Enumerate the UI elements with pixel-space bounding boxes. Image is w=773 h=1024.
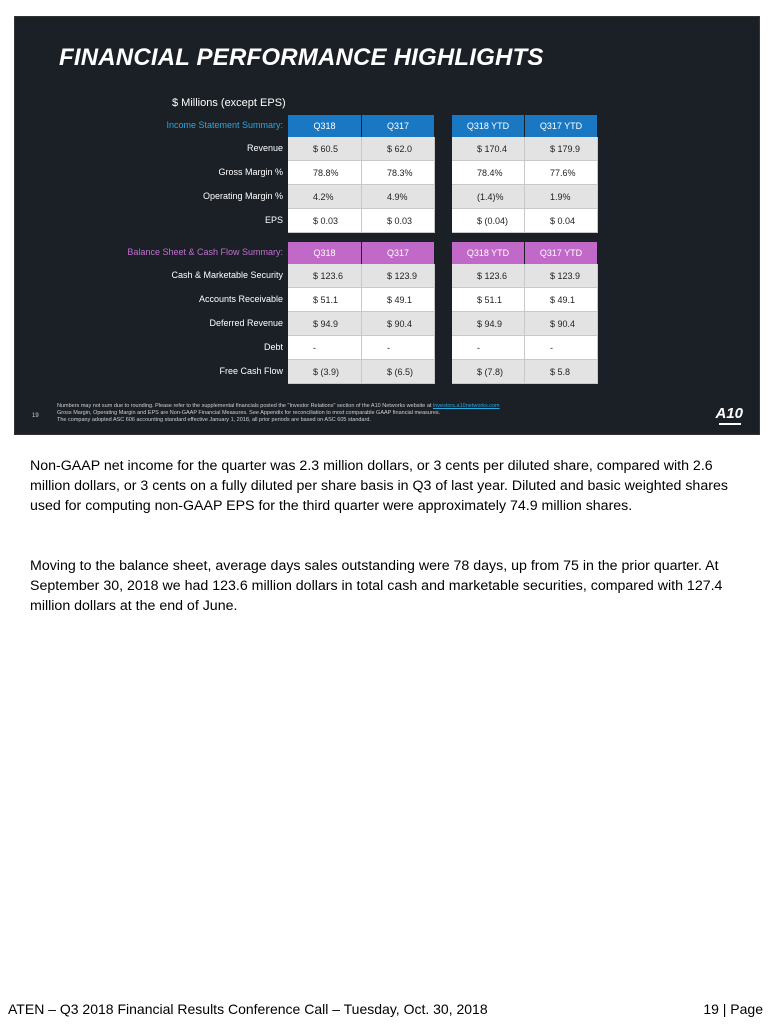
income-header-0: Q318 bbox=[288, 115, 362, 137]
balance-cell: $ 90.4 bbox=[362, 312, 435, 336]
income-section-label: Income Statement Summary: bbox=[166, 120, 283, 130]
income-row-label: Operating Margin % bbox=[202, 191, 283, 201]
balance-cell: $ 49.1 bbox=[362, 288, 435, 312]
balance-header-2: Q318 YTD bbox=[452, 242, 525, 264]
income-cell: 78.8% bbox=[288, 161, 362, 185]
balance-row-label: Cash & Marketable Security bbox=[171, 270, 283, 280]
income-cell: (1.4)% bbox=[452, 185, 525, 209]
footnote-2: Gross Margin, Operating Margin and EPS are Non-GAAP Financial Measures. See Appendix for reconciliation to most comparable GAAP financial measures. bbox=[57, 410, 441, 416]
slide-image bbox=[14, 16, 760, 435]
balance-row-label: Accounts Receivable bbox=[198, 294, 283, 304]
income-header-2: Q318 YTD bbox=[452, 115, 525, 137]
balance-cell: $ 123.9 bbox=[362, 264, 435, 288]
units-label: $ Millions (except EPS) bbox=[172, 97, 286, 109]
balance-cell: $ 90.4 bbox=[525, 312, 598, 336]
balance-cell: $ 123.9 bbox=[525, 264, 598, 288]
balance-row-label: Deferred Revenue bbox=[209, 318, 283, 328]
footer-title: ATEN – Q3 2018 Financial Results Conference Call – Tuesday, Oct. 30, 2018 bbox=[8, 1001, 488, 1017]
income-cell: 4.2% bbox=[288, 185, 362, 209]
balance-cell: $ (6.5) bbox=[362, 360, 435, 384]
balance-cell: $ 94.9 bbox=[288, 312, 362, 336]
balance-row-label: Free Cash Flow bbox=[219, 366, 283, 376]
income-row-label: EPS bbox=[264, 215, 283, 225]
balance-cell: - bbox=[452, 336, 525, 360]
balance-cell: - bbox=[288, 336, 362, 360]
income-cell: $ 0.04 bbox=[525, 209, 598, 233]
balance-cell: $ (3.9) bbox=[288, 360, 362, 384]
paragraph-2: Moving to the balance sheet, average days sales outstanding were 78 days, up from 75 in the prior quarter. At September 30, 2018 we had 123.6 million dollars in total cash and marketable securities, compared with 127.4 million dollars at the end of June. bbox=[30, 558, 723, 614]
paragraph-1: Non-GAAP net income for the quarter was 2.3 million dollars, or 3 cents per diluted share, compared with 2.6 million dollars, or 3 cents on a fully diluted per share basis in Q3 of last year. Diluted and basic weighted shares used for computing non-GAAP EPS for the third quarter were approximately 74.9 million shares. bbox=[30, 458, 728, 514]
income-cell: 77.6% bbox=[525, 161, 598, 185]
footnote-3: The company adopted ASC 606 accounting standard effective January 1, 2018, all prior periods are based on ASC 605 standard. bbox=[57, 417, 371, 423]
income-cell: 1.9% bbox=[525, 185, 598, 209]
income-row-label: Revenue bbox=[246, 143, 283, 153]
balance-cell: $ (7.8) bbox=[452, 360, 525, 384]
income-cell: $ 60.5 bbox=[288, 137, 362, 161]
balance-cell: $ 94.9 bbox=[452, 312, 525, 336]
income-cell: $ 0.03 bbox=[362, 209, 435, 233]
balance-cell: $ 123.6 bbox=[288, 264, 362, 288]
income-cell: $ 62.0 bbox=[362, 137, 435, 161]
balance-cell: $ 5.8 bbox=[525, 360, 598, 384]
balance-cell: $ 51.1 bbox=[288, 288, 362, 312]
income-cell: 78.4% bbox=[452, 161, 525, 185]
footer-page: 19 | Page bbox=[703, 1001, 763, 1017]
slide-title: FINANCIAL PERFORMANCE HIGHLIGHTS bbox=[59, 44, 544, 71]
income-cell: $ 170.4 bbox=[452, 137, 525, 161]
income-header-1: Q317 bbox=[362, 115, 435, 137]
logo-underline bbox=[719, 423, 741, 425]
balance-cell: $ 49.1 bbox=[525, 288, 598, 312]
balance-header-1: Q317 bbox=[362, 242, 435, 264]
income-cell: 78.3% bbox=[362, 161, 435, 185]
income-cell: $ (0.04) bbox=[452, 209, 525, 233]
a10-logo: A10 bbox=[715, 405, 743, 422]
balance-cell: $ 123.6 bbox=[452, 264, 525, 288]
income-cell: 4.9% bbox=[362, 185, 435, 209]
footnote-1: Numbers may not sum due to rounding. Please refer to the supplemental financials posted the "Investor Relations" section of the A10 Networks website at bbox=[57, 403, 432, 409]
slide-footnotes bbox=[57, 403, 697, 424]
income-cell: $ 0.03 bbox=[288, 209, 362, 233]
balance-cell: $ 51.1 bbox=[452, 288, 525, 312]
slide-number: 19 bbox=[32, 413, 39, 419]
income-row-label: Gross Margin % bbox=[218, 167, 283, 177]
balance-row-label: Debt bbox=[263, 342, 283, 352]
balance-header-3: Q317 YTD bbox=[525, 242, 598, 264]
balance-cell: - bbox=[525, 336, 598, 360]
income-header-3: Q317 YTD bbox=[525, 115, 598, 137]
balance-section-label: Balance Sheet & Cash Flow Summary: bbox=[127, 247, 283, 257]
balance-cell: - bbox=[362, 336, 435, 360]
balance-header-0: Q318 bbox=[288, 242, 362, 264]
investor-link[interactable]: investors.a10networks.com bbox=[432, 403, 500, 409]
income-cell: $ 179.9 bbox=[525, 137, 598, 161]
